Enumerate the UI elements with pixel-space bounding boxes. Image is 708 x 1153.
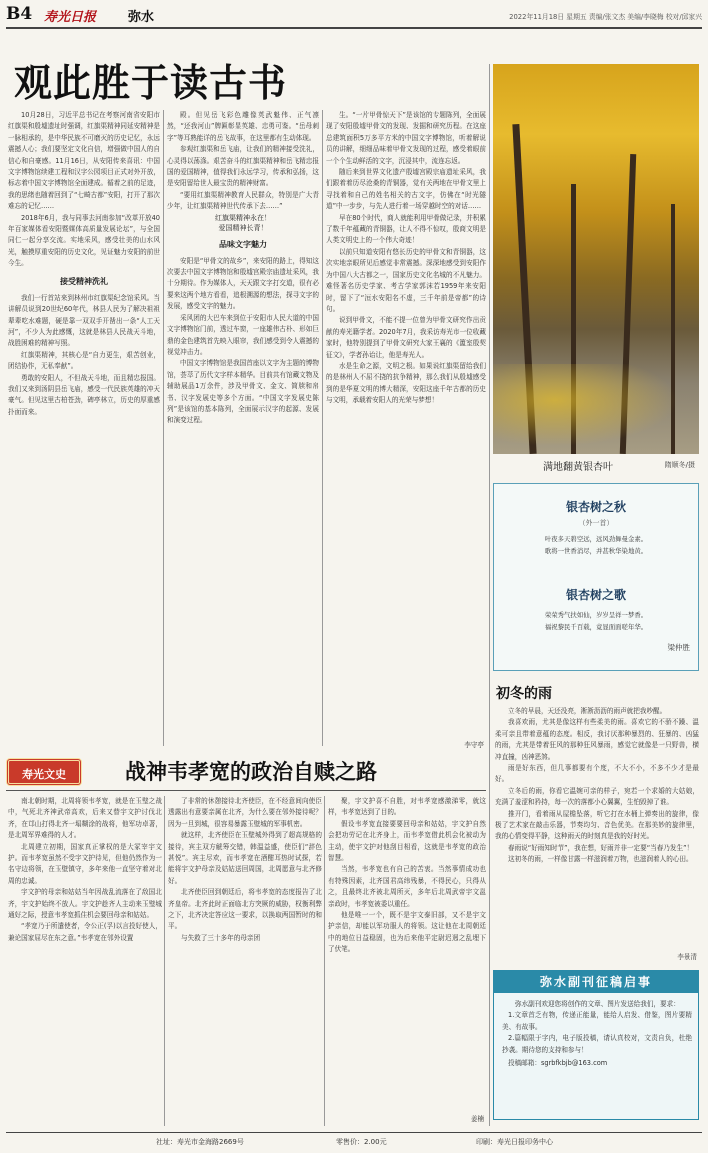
paragraph: 宇文护的母亲和姑姑当年因战乱流落在了敌国北齐，宇文护始终不放人。宇文护趁齐人主动来玉璧城通好之际，授意韦孝宽抓住机会要回母亲和姑姑。 (8, 888, 162, 920)
paragraph: 与失救了三十多年的母亲团 (181, 933, 261, 942)
feature-column-2 (167, 110, 319, 750)
paper-logo: 寿光日报 (44, 10, 97, 25)
section-tag: 寿光文史 (6, 758, 82, 786)
paragraph: 了非常的休憩接待北齐使臣，在不经意间向使臣透露出有意要亲属在北齐，为什么要在邻外接待呢？因为一旦到城，很容易暴露玉壁城的军事机密。 (168, 797, 322, 828)
submission-email[interactable]: 投稿邮箱：sgrbfkbjb@163.com (508, 1059, 608, 1068)
paragraph: 立冬的早晨，天还没亮，淅淅沥沥的雨声就把我吵醒。 (508, 707, 667, 715)
history-column-1 (8, 796, 162, 1128)
slogan: 爱国精神长青！ (218, 223, 268, 232)
paragraph: 我喜欢雨，尤其是像这样有些柔美的雨。喜欢它的不骄不躁、温柔可亲且带着意蕴的态度。相反，我讨厌那种暴烈的、狂暴的、凶猛的雨，尤其是带着狂风的那种狂风暴雨，感觉它就像是一只野兽，横冲直撞，凶神恶煞。 (495, 718, 699, 761)
section-rule (6, 790, 486, 791)
paragraph: 红旗渠精神，其核心是“自力更生，艰苦创业，团结协作，无私奉献”。 (8, 350, 160, 371)
paragraph: 这初冬的雨，一样像甘露一样滋润着万物，也滋润着人的心田。 (508, 855, 693, 864)
paragraph: 10月28日，习近平总书记在考察河南省安阳市红旗渠和殷墟遗址时强调，红旗渠精神同延安精神是一脉相承的，是中华民族不可磨灭的历史记忆，永远震撼人心；我们要坚定文化自信，增强做中国人的自信心和自豪感。11月16日，从安阳传来喜讯：中国文字博物馆续建工程和汉字公园项目正式对外开放，标志着中国文字博物馆全面建成。循着之前的足迹，我的思绪也随着回到了“七畸古都”安阳，打开了那次难忘的记忆…… (8, 111, 160, 211)
paragraph: 立冬后的雨，你看它温婉可亲的样子，宛若一个求婚的大姑娘，充满了羞涩和矜持，每一次的落都小心翼翼，生怕毁掉了谁。 (495, 786, 699, 807)
paragraph: 参观红旗渠和岳飞庙，让我们的精神接受洗礼，心灵得以荡涤。艰苦奋斗的红旗渠精神和岳飞精忠报国的爱国精神，值得我们永远学习，传承和弘扬，这是安阳留给世人最宝贵的精神财富。 (167, 145, 319, 188)
caption-text: 满地翻黄银杏叶 (543, 462, 613, 473)
feature-column-1 (8, 110, 160, 750)
paragraph: 北周建立初期，国家真正掌权的是大冢宰宇文护。而韦孝宽虽然不受宇文护待见，但他仍然作为一名守边将领，在玉壁镇守，多年来他一直坚守着对北周的忠诚。 (8, 842, 162, 885)
column-rule (164, 796, 165, 1126)
paragraph: 南北朝时期，北周将领韦孝宽，就是在玉璧之战中，气死北齐神武帝高欢，后来又替宇文护讨伐北齐，在邙山打得北齐一塌糊涂的战将，他军功卓著，是北周军界难得的人才。 (8, 797, 162, 840)
poem-subtitle: （外一首） (578, 519, 614, 527)
notice-body (502, 999, 692, 1117)
history-byline: 姜楠 (470, 1115, 484, 1123)
ginkgo-photo (493, 64, 699, 454)
slogan: 红旗渠精神永在！ (215, 213, 271, 222)
history-column-2 (168, 796, 322, 1128)
paragraph: 2.篇幅限于字内，电子版投稿，请认真校对，文责自负，杜绝抄袭。期待您的支持和参与！ (502, 1034, 692, 1054)
subheading: 接受精神洗礼 (60, 276, 108, 286)
paragraph: 弥水副刊欢迎您将创作的文章、图片发送给我们，要求： (515, 1000, 680, 1008)
footer-price: 零售价：2.00元 (336, 1138, 387, 1146)
paragraph: 以前只知道安阳有悠长历史的甲骨文和青铜器，这次实地亲眼所见后感觉非常震撼。深深地感受到安阳作为中国八大古都之一，国家历史文化名城的不凡魅力。难怪著名历史学家、考古学家郭沫若1959年来安阳时，留下了“洹水安阳名不虚，三千年前是帝都”的诗句。 (326, 247, 486, 313)
paragraph: 生。“一片甲骨惊天下”是该馆的专题陈列，全面展现了安阳殷墟甲骨文的发现、发掘和研究历程。在这座总建筑面积5万多平方米的中国文字博物馆，听着解说员的讲解，细细品味着甲骨文发现的过程，感受着眼前一个个生动鲜活的文字，沉浸其中，流连忘返。 (326, 111, 486, 165)
paragraph: 随后来到世界文化遗产殷墟宫殿宗庙遗址采风，我们跟着着历尽沧桑的青铜器，觉有关两地在甲骨文里上寻找着和自己的姓名相关的古文字，仿佛在“时光隧道”中一步步，与先人进行着一场穿越时空的对话…… (326, 168, 486, 211)
footer-address: 社址：寿光市金海路2669号 (156, 1138, 244, 1146)
paragraph: 聚，宇文护喜不自胜，对韦孝宽感激涕零，就这样，韦孝宽达到了目的。 (328, 797, 486, 817)
paragraph: 说到甲骨文，不能不提一位曾为甲骨文研究作出贡献的寿光籍学者。2020年7月，我采访寿光市一位收藏家时，他特别提到了甲骨文研究大家王襄的《簠室殷契征文》，学者孙诒让，他是寿光人。 (326, 316, 486, 359)
poem-author: 梁仲胜 (667, 643, 690, 652)
paragraph: “要用红旗渠精神教育人民群众，特别是广大青少年，让红旗渠精神世代传承下去……” (167, 190, 319, 211)
subheading: 品味文字魅力 (219, 239, 267, 249)
paragraph: 当然，韦孝宽也有自己的苦衷。当然事情成功也有特殊因素，北齐国君高纬残暴，不得民心，只得从之，且最终北齐被北周所灭，多年后北周武帝宇文邕亲政时，韦孝宽被委以重任。 (328, 865, 486, 908)
section-name: 弥水 (128, 10, 155, 25)
history-headline: 战神韦孝宽的政治自赎之路 (125, 759, 377, 784)
page-code: B4 (6, 4, 33, 24)
history-column-3 (328, 796, 486, 1114)
paragraph: 就这样，北齐使臣在玉壁城外得到了超高规格的接待，宾主双方觥筹交错，韩温益盛，使臣们“辞色甚悦”。宾主尽欢，而韦孝宽在酒酣耳热时试探，若能将宇文护母亲及姑姑送回周国，北周愿意与北齐修好。 (168, 831, 322, 885)
photo-caption (493, 456, 699, 476)
essay-body (495, 706, 699, 954)
paragraph: 我们一行首站来到林州市红旗渠纪念馆采风。当讲解员说到20世纪60年代，林县人民为了解决祖祖辈辈吃水难题，硬是靠一双双手开凿出一条“人工天河”，不少人为此感慨，这就是林县人民战天斗地，战胜困难的精神写照。 (8, 293, 160, 348)
paragraph: “孝宽乃于所遣使者，令公正(孚)以言投好使人，兼论国家屈尽在东之意。”韦孝宽在邻外设置 (8, 922, 162, 942)
photo-credit: 隋顺冬/摄 (664, 461, 695, 469)
paragraph: 雨是好东西，但几事都要有个度，不大不小，不多不少才是最好。 (495, 764, 699, 784)
feature-column-3 (326, 110, 486, 740)
paragraph: 采风团的大巴车来到位于安阳市人民大道的中国文字博物馆门前，透过车窗，一座雄伟古朴、形如巨鼎的金色建筑首先映入眼帘，我们感受到令人震撼的视觉冲击力。 (167, 313, 319, 356)
notice-title: 弥水副刊征稿启事 (494, 971, 698, 993)
paragraph: 中国文字博物馆是我国首座以文字为主题的博物馆，荟萃了历代文字样本精华。目前共有馆藏文物及辅助展品1万余件，涉及甲骨文、金文、简牍和帛书、汉字发展史等多个方面。“中国文字发展史陈列”是该馆的基本陈列，全面展示汉字的起源、发展和演变过程。 (167, 359, 319, 425)
footer-printer: 印刷：寿光日报印务中心 (476, 1138, 553, 1146)
column-rule (163, 110, 164, 746)
poem-line: 福祝黎民千百载，竟显面面嗟年华。 (544, 623, 648, 631)
poem-box (493, 483, 699, 671)
feature-byline: 李守亭 (464, 741, 484, 749)
footer (6, 1132, 702, 1150)
paragraph: 早在80个时代，商人就能利用甲骨做记录，并积累了数千年蕴藏的青铜器，让人不得不惊叹，殷商文明是人类文明史上的一个伟大奇迹！ (326, 213, 486, 245)
paragraph: 北齐使臣回到朝廷后，将韦孝宽的态度报告了北齐皇帝。北齐此时正面临北方突厥的威胁，权衡利弊之下，北齐决定答应这一要求，以换取两国暂时的和平。 (168, 888, 322, 931)
masthead (6, 4, 702, 26)
column-rule (489, 64, 490, 1126)
paragraph: 殿。但见岳飞彩色雕像英武魁伟、正气凛然，“还我河山”牌匾彰显英雄、忠勇可鉴。“岳母刺字”等耳熟能详的岳飞故事，在这里都有生动体现。 (167, 111, 319, 142)
paragraph: 1.文章首乏有物，传递正能量，能给人启发、借鉴，图片要精美、有故事。 (502, 1011, 692, 1031)
poem-line: 歌将一世香消尽，并甚秋华染地黄。 (544, 547, 648, 555)
top-rule (6, 27, 702, 29)
essay-byline: 李景清 (677, 953, 697, 961)
submission-notice (493, 970, 699, 1120)
paragraph: 推开门，看着雨从屋檐坠落，听它打在水桶上弹奏出的旋律，像极了艺术家在敲击乐器，节奏均匀、音色优美。在那美妙的旋律里，我的心情变得平静，这种雨天的时刻真是我的好时光。 (495, 809, 699, 841)
paragraph: 春雨说“好雨知时节”，我在想，好雨并非一定要“当春乃发生”！ (508, 843, 694, 852)
paragraph: 安阳是“甲骨文的故乡”，来安阳的路上，得知这次要去中国文字博物馆和殷墟宫殿宗庙遗址采风，我十分期待。作为媒体人，天天跟文字打交道，很有必要来这两个地方看看，追根溯源的想法，探寻文字的发展，感受文字的魅力。 (167, 256, 319, 311)
main-headline: 观此胜于读古书 (14, 60, 288, 105)
column-rule (324, 796, 325, 1126)
poem-title: 银杏树之秋 (565, 500, 626, 514)
paragraph: 假设韦孝宽直接要要回母亲和姑姑，宇文护自然会把功劳记在北齐身上，而韦孝宽借此机会化被动为主动，使宇文护对他刮目相看，这就是韦孝宽的政治智慧。 (328, 819, 486, 863)
poem-title: 银杏树之歌 (565, 588, 626, 602)
paragraph: 水是生命之源，文明之根。如果说红旗渠留给我们的是林州人不屈不挠的抗争精神，那么我们从殷墟感受到的是华夏文明的博大精深，安阳这座千年古都的历史与文明，承载着安阳人的光荣与梦想！ (326, 361, 486, 405)
paragraph: 2018年6月，我与同事去河南参加“改革开放40年百家媒体看安阳暨媒体高质量发展论坛”，与全国同仁一起分享交流。实地采风，感受壮美的山水风光，触摸厚重安阳的历史文化，见证魅力安阳的前世今生。 (8, 213, 160, 268)
poem-line: 叶夜多天碧空远，远风劲舞曼金素。 (544, 535, 648, 543)
column-rule (322, 110, 323, 746)
essay-title: 初冬的雨 (496, 686, 552, 702)
paragraph: 他是唯一一个，既不是宇文泰旧部，又不是宇文护亲信，却能以军功服人的将领。这让他在北周朝廷中的地位日益稳固，也为后来他平定尉迟迥之乱埋下了伏笔。 (328, 911, 486, 954)
poem-line: 荣荣秀气扶如仙，岁岁呈祥一梦香。 (544, 611, 648, 619)
paragraph: 勇敢的安阳人，不但战天斗地，而且精忠报国。我们又来到汤阴县岳飞庙，感受一代民族英雄的冲天豪气。但见这里古柏苍劲，碑亭林立，历史的厚重感扑面而来。 (8, 373, 160, 416)
issue-info: 2022年11月18日 星期五 责编/张文杰 美编/李晓梅 校对/邱家兴 (509, 13, 702, 21)
